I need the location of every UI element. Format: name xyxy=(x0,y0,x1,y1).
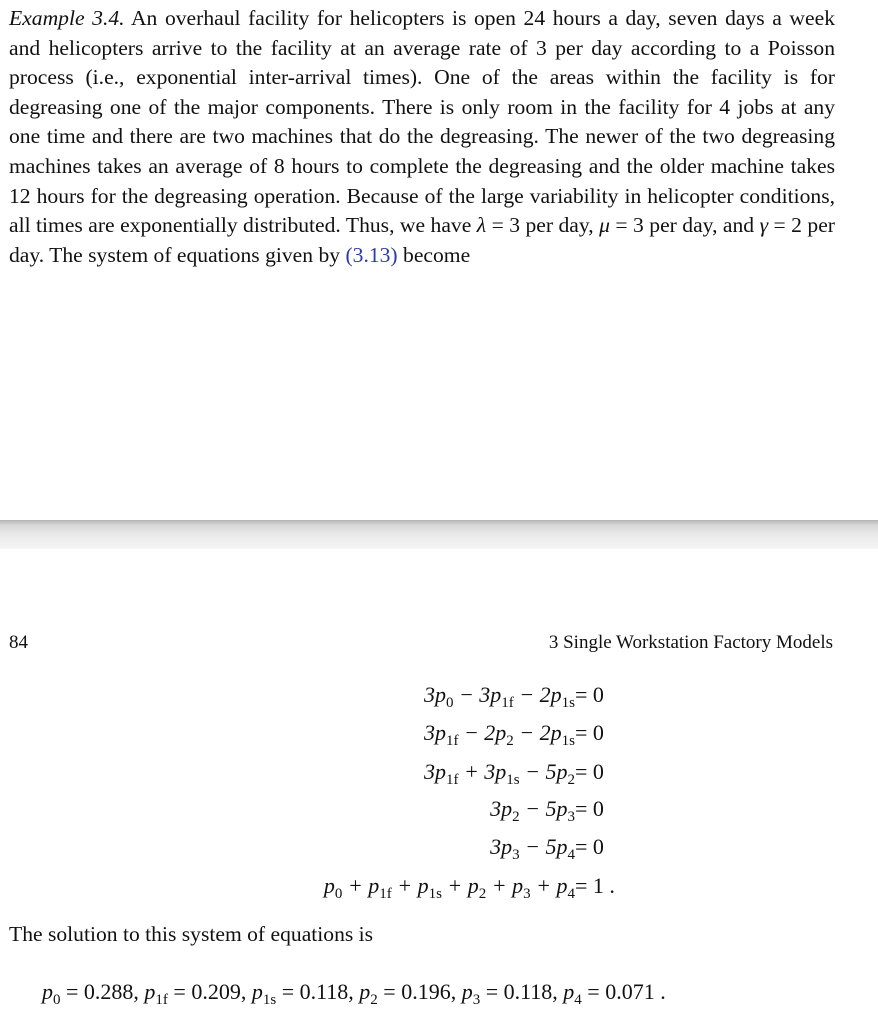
solution-term: $p_0 = 0.288$, xyxy=(42,979,145,1008)
equation-lhs: $3p_3 - 5p_4$ xyxy=(490,834,575,863)
equation-lhs: $p_0 + p_{1f} + p_{1s} + p_2 + p_3 + p_4$ xyxy=(323,873,575,902)
solution-equation xyxy=(42,979,666,1008)
solution-term: $p_2 = 0.196$, xyxy=(359,979,462,1008)
gamma-value: = 2 per day. The system of equations given by xyxy=(9,213,835,267)
example-paragraph xyxy=(9,4,835,270)
solution-term: $p_3 = 0.118$, xyxy=(461,979,564,1008)
mu-value: = 3 per day, and xyxy=(609,213,760,238)
equation-reference-link[interactable]: (3.13) xyxy=(345,242,398,267)
solution-term: $p_{1f} = 0.209$, xyxy=(144,979,252,1008)
equation-line xyxy=(0,793,878,825)
page-number: 84 xyxy=(9,632,28,653)
equation-rhs: = 0 xyxy=(575,759,604,784)
equation-line xyxy=(0,717,878,749)
gamma-symbol: γ xyxy=(759,213,769,238)
solution-intro: The solution to this system of equations is xyxy=(9,922,374,946)
solution-term: $p_4 = 0.071$ . xyxy=(563,979,666,1008)
equation-line xyxy=(0,870,878,902)
example-label: Example 3.4. xyxy=(9,6,125,30)
equation-line xyxy=(0,831,878,863)
equation-rhs: = 0 xyxy=(575,834,604,859)
equation-rhs: = 0 xyxy=(575,682,604,707)
equation-rhs: = 0 xyxy=(575,720,604,745)
equation-lhs: $3p_0 - 3p_{1f} - 2p_{1s}$ xyxy=(423,682,575,711)
equation-lhs: $3p_{1f} + 3p_{1s} - 5p_2$ xyxy=(423,759,575,788)
page-separator xyxy=(0,520,878,549)
equation-rhs: = 1 . xyxy=(575,873,615,898)
equation-line xyxy=(0,756,878,788)
equation-lhs: $3p_{1f} - 2p_2 - 2p_{1s}$ xyxy=(423,720,575,749)
lambda-value: = 3 per day, xyxy=(486,213,600,238)
solution-term: $p_{1s} = 0.118$, xyxy=(251,979,360,1008)
lambda-symbol: λ xyxy=(476,213,487,238)
paragraph-end: become xyxy=(397,242,471,267)
equation-rhs: = 0 xyxy=(575,796,604,821)
mu-symbol: μ xyxy=(599,213,610,238)
running-head: 3 Single Workstation Factory Models xyxy=(548,632,833,653)
equation-lhs: $3p_2 - 5p_3$ xyxy=(490,796,575,825)
paragraph-text: An overhaul facility for helicopters is open 24 hours a day, seven days a week and helicopters arrive to the facility at an average rate of 3 per day according to a Poisson process (i.e., exponential inter-arrival times). One of the areas within the facility is for degreasing one of the major components. There is only room in the facility for 4 jobs at any one time and there are two machines that do the degreasing. The newer of the two degreasing machines takes an average of 8 hours to complete the degreasing and the older machine takes 12 hours for the degreasing operation. Because of the large variability in helicopter conditions, all times are exponentially distributed. Thus, we have xyxy=(9,6,835,238)
equation-line xyxy=(0,679,878,711)
